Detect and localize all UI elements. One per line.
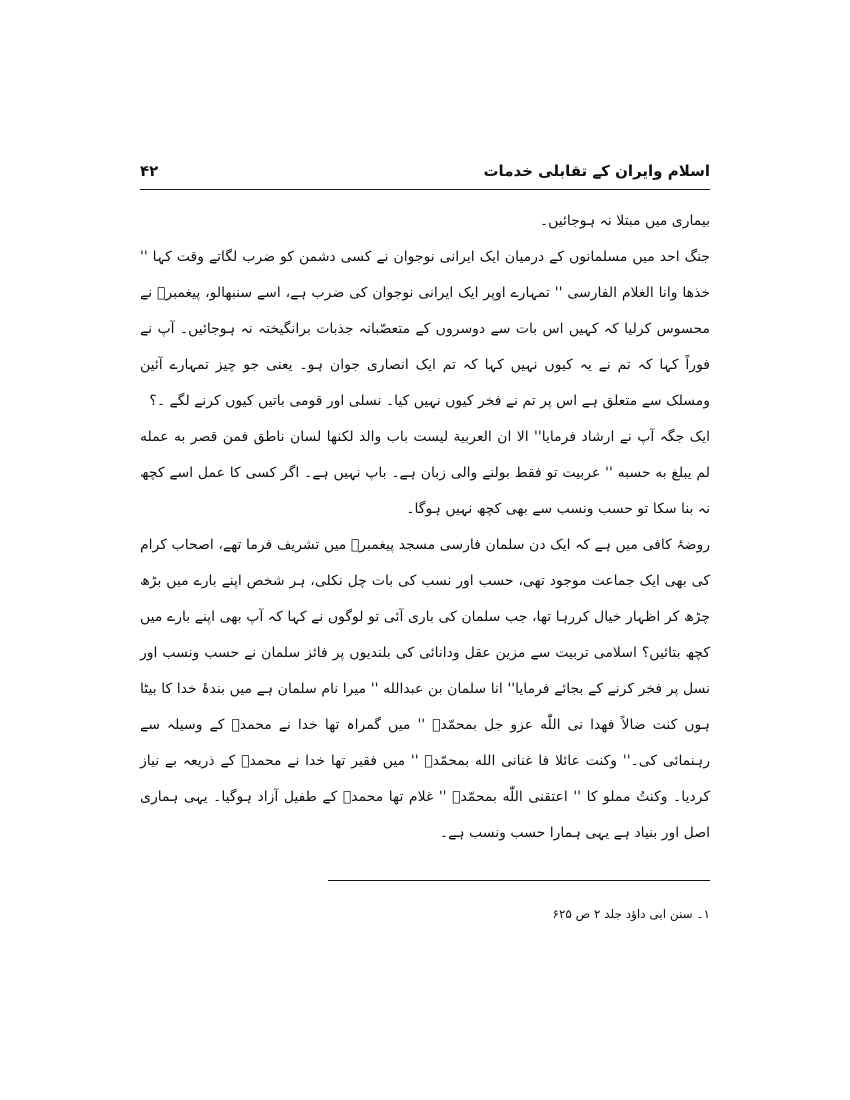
paragraph: بیماری میں مبتلا نہ ہوجائیں۔ — [539, 213, 710, 229]
running-title: اسلام وایران کے تقابلی خدمات — [483, 162, 710, 180]
paragraph: ایک جگہ آپ نے ارشاد فرمایا'' الا ان العربیة لیست باب والد لکنھا لسان ناطق فمن قصر به عمله لم یبلغ به حسبه '' عربیت تو فقط بولنے والی زبان ہے۔ باپ نہیں ہے۔ اگر کسی کا عمل اسے کچھ نہ بنا سکا تو حسب ونسب سے بھی کچھ نہیں ہوگا۔ — [140, 429, 710, 517]
page-number: ۴۲ — [140, 162, 159, 180]
body-text — [140, 203, 710, 851]
page-header — [140, 156, 710, 186]
footnote-divider — [328, 880, 710, 881]
paragraph: جنگ احد میں مسلمانوں کے درمیان ایک ایرانی نوجوان نے کسی دشمن کو ضرب لگاتے وقت کہا '' خذھا وانا الغلام الفارسی '' تمہارے اوپر ایک ایرانی نوجوان کی ضرب ہے، اسے سنبھالو، پیغمبرؐ نے محسوس کرلیا کہ کہیں اس بات سے دوسروں کے متعصّبانہ جذبات برانگیختہ نہ ہوجائیں۔ آپ نے فوراً کہا کہ تم نے یہ کیوں نہیں کہا کہ تم ایک انصاری جوان ہو۔ یعنی جو چیز تمہارے آئین ومسلک سے متعلق ہے اس پر تم نے فخر کیوں نہیں کیا۔ نسلی اور قومی باتیں کیوں کرنے لگے ۔؟ — [140, 249, 710, 409]
footnote: ۱۔ سنن ابی داؤد جلد ۲ ص ۶۲۵ — [552, 907, 710, 921]
header-divider — [140, 189, 710, 190]
paragraph: روضۂ کافی میں ہے کہ ایک دن سلمان فارسی مسجد پیغمبرؐ میں تشریف فرما تھے، اصحاب کرام کی بھی ایک جماعت موجود تھی، حسب اور نسب کی بات چل نکلی، ہر شخص اپنے بارے میں بڑھ چڑھ کر اظہار خیال کررہا تھا، جب سلمان کی باری آئی تو لوگوں نے کہا کہ آپ بھی اپنے بارے میں کچھ بتائیں؟ اسلامی تربیت سے مزین عقل ودانائی کی بلندیوں پر فائز سلمان نے حسب ونسب اور نسل پر فخر کرنے کے بجائے فرمایا'' انا سلمان بن عبدالله '' میرا نام سلمان ہے میں بندۂ خدا کا بیٹا ہوں کنت ضالاً فھدا نی اللّٰه عزو جل بمحمّدؐ '' میں گمراہ تھا خدا نے محمدؐ کے وسیلہ سے رہنمائی کی۔'' وکنت عائلا فا غنانی الله بمحمّدؐ '' میں فقیر تھا خدا نے محمدؐ کے ذریعہ بے نیاز کردیا۔ وکنتُ مملو کا '' اعتقنی اللّٰه بمحمّدؐ '' غلام تھا محمدؐ کے طفیل آزاد ہوگیا۔ یہی ہماری اصل اور بنیاد ہے یہی ہمارا حسب ونسب ہے۔ — [140, 537, 710, 841]
